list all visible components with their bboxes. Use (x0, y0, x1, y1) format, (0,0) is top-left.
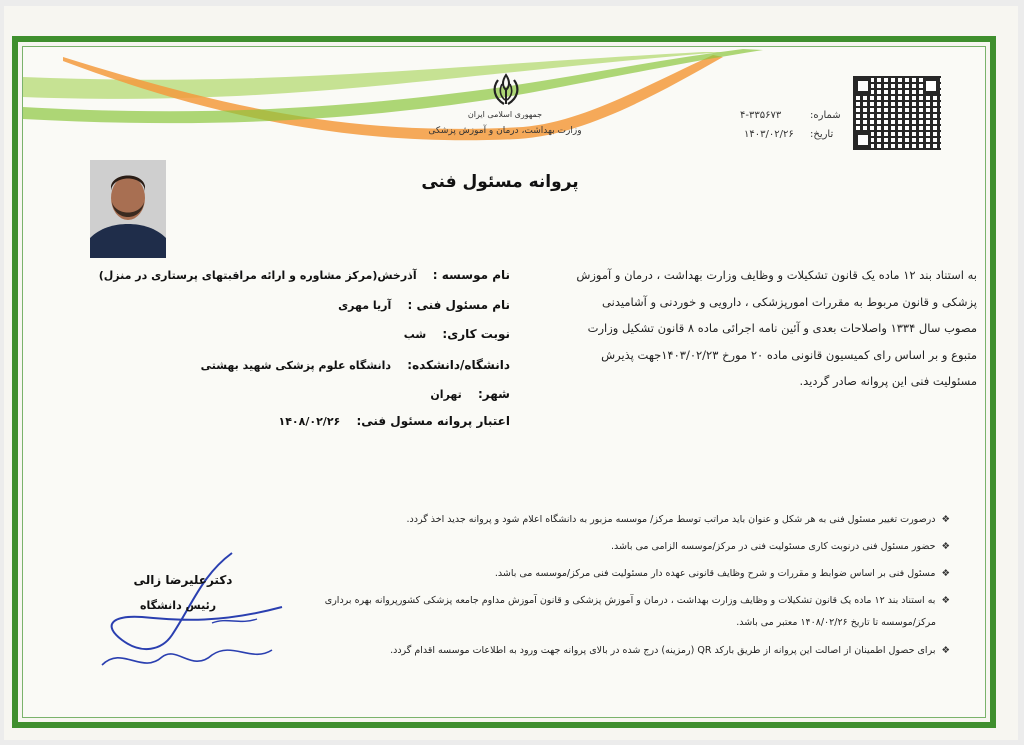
number-value: ۴-۳۳۵۶۷۳ (740, 110, 782, 121)
diamond-bullet-icon: ❖ (941, 541, 950, 552)
iran-emblem-icon (488, 72, 524, 108)
diamond-bullet-icon: ❖ (941, 595, 950, 606)
date-value: ۱۴۰۳/۰۲/۲۶ (744, 129, 794, 140)
field-validity (279, 414, 511, 428)
shift-label: نوبت کاری: (442, 327, 510, 341)
date-label: تاریخ: (810, 129, 834, 140)
header-country: جمهوری اسلامی ایران (467, 110, 543, 119)
legal-paragraph (545, 262, 977, 395)
field-manager (338, 298, 510, 312)
number-label: شماره: (810, 110, 841, 121)
diamond-bullet-icon: ❖ (941, 514, 950, 525)
validity-label: اعتبار پروانه مسئول فنی: (356, 414, 510, 428)
university-value: دانشگاه علوم پزشکی شهید بهشتی (200, 359, 392, 372)
note-item: ❖درصورت تغییر مسئول فنی به هر شکل و عنوان باید مراتب توسط مرکز/ موسسه مزبور به دانشگاه اعلام شود و پروانه جدید اخذ گردد. (406, 514, 950, 525)
header-ministry: وزارت بهداشت، درمان و آموزش پزشکی (428, 126, 582, 136)
institute-value: آذرخش(مرکز مشاوره و ارائه مراقبتهای پرستاری در منزل) (98, 269, 417, 282)
paragraph-line: مسئولیت فنی این پروانه صادر گردید. (799, 374, 977, 388)
note-item: ❖مسئول فنی بر اساس ضوابط و مقررات و شرح وظایف قانونی عهده دار مسئولیت فنی مرکز/موسسه می باشد. (494, 568, 950, 579)
field-institute (99, 268, 510, 282)
notes-list (310, 514, 950, 672)
note-item-continuation: مرکز/موسسه تا تاریخ ۱۴۰۸/۰۲/۲۶ معتبر می باشد. (736, 617, 936, 628)
qr-code-icon (853, 76, 941, 150)
field-shift (404, 327, 510, 341)
signatory-name: دکترعلیرضا زالی (133, 573, 233, 587)
paragraph-line: مصوب سال ۱۳۳۴ واصلاحات بعدی و آئین نامه اجرائی ماده ۸ قانون تشکیل وزارت (587, 321, 977, 335)
diamond-bullet-icon: ❖ (941, 568, 950, 579)
institute-label: نام موسسه : (432, 268, 510, 282)
paragraph-line: پزشکی و قانون مربوط به مقررات امورپزشکی ، دارویی و خوردنی و آشامیدنی (602, 294, 977, 309)
paragraph-line: به استناد بند ۱۲ ماده یک قانون تشکیلات و وظایف وزارت بهداشت ، درمان و آموزش (576, 268, 977, 282)
city-value: تهران (430, 388, 462, 401)
diamond-bullet-icon: ❖ (941, 645, 950, 656)
city-label: شهر: (478, 387, 510, 401)
paragraph-line: متبوع و بر اساس رای کمیسیون قانونی ماده ۲۰ مورخ ۱۴۰۳/۰۲/۲۳جهت پذیرش (601, 347, 977, 362)
validity-value: ۱۴۰۸/۰۲/۲۶ (278, 415, 341, 428)
note-item: ❖به استناد بند ۱۲ ماده یک قانون تشکیلات و وظایف وزارت بهداشت ، درمان و آموزش پزشکی و قانون آموزش مداوم جامعه پزشکی کشورپروانه بهره برداری (324, 595, 950, 606)
field-university (201, 358, 510, 372)
field-city (430, 387, 510, 401)
note-item: ❖حضور مسئول فنی درنوبت کاری مسئولیت فنی در مرکز/موسسه الزامی می باشد. (610, 541, 950, 552)
signatory-role: رئیس دانشگاه (139, 599, 217, 612)
page-title: پروانه مسئول فنی (421, 172, 579, 192)
holder-photo (90, 160, 166, 258)
handwritten-signature-icon (82, 545, 302, 685)
shift-value: شب (403, 328, 427, 341)
manager-value: آریا مهری (338, 299, 392, 312)
note-item: ❖برای حصول اطمینان از اصالت این پروانه از طریق بارکد QR (رمزینه) درج شده در بالای پروانه جهت ورود به اطلاعات موسسه اقدام گردد. (390, 645, 950, 656)
manager-label: نام مسئول فنی : (407, 298, 510, 312)
university-label: دانشگاه/دانشکده: (407, 358, 510, 372)
